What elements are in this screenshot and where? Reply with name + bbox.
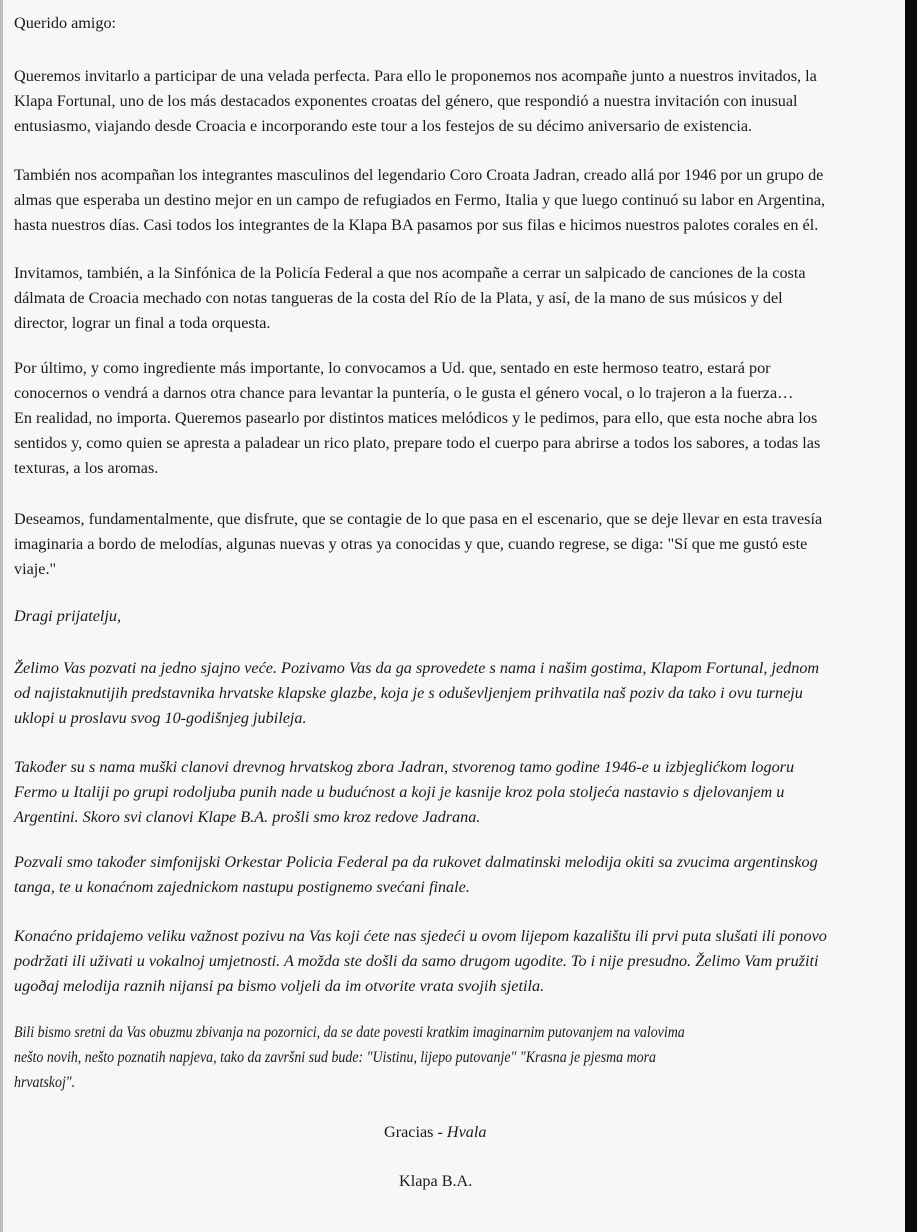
text-line: Argentini. Skoro svi clanovi Klape B.A. prošli smo kroz redove Jadrana. [14, 808, 481, 826]
text-line: Invitamos, también, a la Sinfónica de la Policía Federal a que nos acompañe a cerrar un salpicado de canciones de la costa [14, 264, 806, 282]
text-line: Želimo Vas pozvati na jedno sjajno veće. Pozivamo Vas da ga sprovedete s nama i našim gostima, Klapom Fortunal, jednom [14, 659, 820, 677]
text-line: Također su s nama muški clanovi drevnog hrvatskog zbora Jadran, stvorenog tamo godine 1946-e u izbjeglićkom logoru [14, 758, 795, 776]
text-line: uklopi u proslavu svog 10-godišnjeg jubileja. [14, 709, 307, 727]
signature: Klapa B.A. [399, 1172, 473, 1190]
text-line: almas que esperaba un destino mejor en un campo de refugiados en Fermo, Italia y que luego continuó su labor en Argentina, [14, 191, 826, 209]
text-line: ugoðaj melodija raznih nijansi pa bismo voljeli da im otvorite vrata svojih sjetila. [14, 977, 545, 995]
text-line: Bili bismo sretni da Vas obuzmu zbivanja na pozornici, da se date povesti kratkim imaginarnim putovanjem na valovima [14, 1023, 685, 1041]
text-line: hasta nuestros días. Casi todos los integrantes de la Klapa BA pasamos por sus filas e hicimos nuestros palotes corales en él. [14, 216, 819, 234]
text-line: tanga, te u konaćnom zajednickom nastupu postignemo svećani finale. [14, 878, 470, 896]
closing-thanks [384, 1121, 486, 1143]
text-line: En realidad, no importa. Queremos pasearlo por distintos matices melódicos y le pedimos, para ello, que esta noche abra los [14, 409, 818, 427]
text-line: viaje." [14, 560, 57, 578]
text-line: podržati ili uživati u vokalnoj umjetnosti. A možda ste došli da samo drugom ugodite. To i nije presudno. Želimo Vam pružiti [14, 952, 819, 970]
text-line: imaginaria a bordo de melodías, algunas nuevas y otras ya conocidas y que, cuando regrese, se diga: "Sí que me gustó este [14, 535, 808, 553]
page-edge-shadow [0, 0, 3, 1232]
text-line: Klapa Fortunal, uno de los más destacados exponentes croatas del género, que respondió a nuestra invitación con inusual [14, 92, 798, 110]
greeting-spanish: Querido amigo: [14, 14, 117, 32]
text-line: Por último, y como ingrediente más importante, lo convocamos a Ud. que, sentado en este hermoso teatro, estará por [14, 359, 771, 377]
text-line: texturas, a los aromas. [14, 459, 159, 477]
text-line: nešto novih, nešto poznatih napjeva, tako da završni sud bude: "Uistinu, lijepo putovanje" "Krasna je pjesma mora [14, 1048, 657, 1066]
text-line: Pozvali smo također simfonijski Orkestar Policia Federal pa da rukovet dalmatinski melodija okiti sa zvucima argentinskog [14, 853, 818, 871]
text-line: conocernos o vendrá a darnos otra chance para levantar la puntería, o le gusta el género vocal, o lo trajeron a la fuerza… [14, 384, 794, 402]
text-line: sentidos y, como quien se apresta a paladear un rico plato, prepare todo el cuerpo para abrirse a todos los sabores, a todas las [14, 434, 821, 452]
closing-spanish: Gracias - [384, 1123, 447, 1141]
text-line: Fermo u Italiji po grupi rodoljuba punih nade u budućnost a koji je kasnije kroz pola stoljeća nastavio s djelovanjem u [14, 783, 785, 801]
text-line: hrvatskoj". [14, 1073, 76, 1091]
text-line: Queremos invitarlo a participar de una velada perfecta. Para ello le proponemos nos acompañe junto a nuestros invitados, la [14, 67, 817, 85]
text-line: Konaćno pridajemo veliku važnost pozivu na Vas koji ćete nas sjedeći u ovom lijepom kazalištu ili prvi puta slušati ili ponovo [14, 927, 827, 945]
text-line: od najistaknutijih predstavnika hrvatske klapske glazbe, koja je s oduševljenjem prihvatila naš poziv da tako i ovu turneju [14, 684, 803, 702]
text-line: dálmata de Croacia mechado con notas tangueras de la costa del Río de la Plata, y así, de la mano de sus músicos y del [14, 289, 783, 307]
text-line: director, lograr un final a toda orquesta. [14, 314, 271, 332]
greeting-croatian: Dragi prijatelju, [14, 607, 122, 625]
text-line: También nos acompañan los integrantes masculinos del legendario Coro Croata Jadran, creado allá por 1946 por un grupo de [14, 166, 824, 184]
closing-croatian: Hvala [446, 1123, 487, 1141]
text-line: entusiasmo, viajando desde Croacia e incorporando este tour a los festejos de su décimo aniversario de existencia. [14, 117, 753, 135]
scan-border [905, 0, 917, 1232]
text-line: Deseamos, fundamentalmente, que disfrute, que se contagie de lo que pasa en el escenario, que se deje llevar en esta travesía [14, 510, 823, 528]
